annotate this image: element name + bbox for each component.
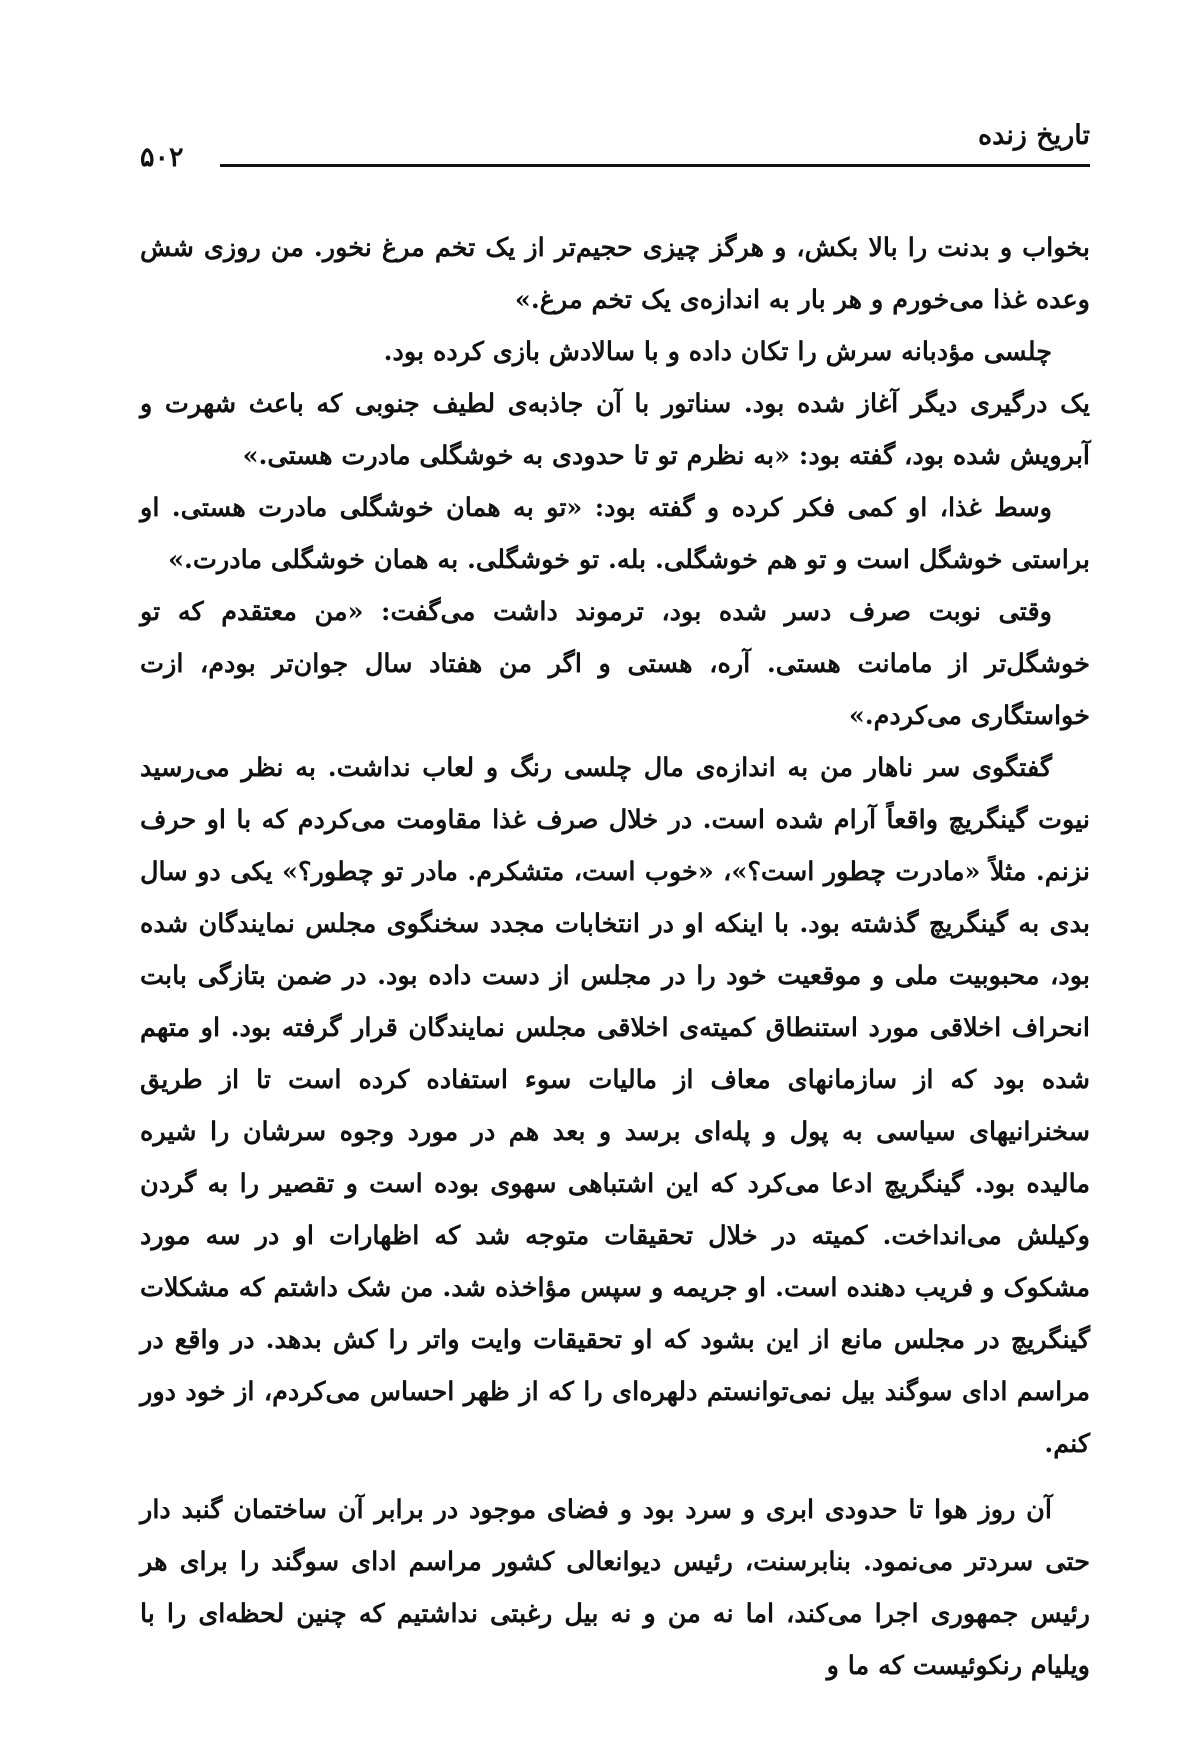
paragraph-3: یک درگیری دیگر آغاز شده بود. سناتور با آن جاذبه‌ی لطیف جنوبی که باعث شهرت و آبرویش شده بود، گفته بود: «به نظرم تو تا حدودی به خوشگلی مادرت هستی.» (140, 389, 1090, 471)
header-rule (220, 164, 1090, 167)
paragraph-1: بخواب و بدنت را بالا بکش، و هرگز چیزی حجیم‌تر از یک تخم مرغ نخور. من روزی شش وعده غذا می‌خورم و هر بار به اندازه‌ی یک تخم مرغ.» (140, 233, 1090, 315)
paragraph-2: چلسی مؤدبانه سرش را تکان داده و با سالادش بازی کرده بود. (383, 337, 1052, 367)
paragraph-5: وقتی نوبت صرف دسر شده بود، ترموند داشت می‌گفت: «من معتقدم که تو خوشگل‌تر از مامانت هستی. آره، هستی و اگر من هفتاد سال جوان‌تر بودم، ازت خواستگاری می‌کردم.» (140, 597, 1090, 731)
page-header (140, 112, 1090, 182)
page-body (140, 222, 1090, 1692)
paragraph-4: وسط غذا، او کمی فکر کرده و گفته بود: «تو به همان خوشگلی مادرت هستی. او براستی خوشگل است و تو هم خوشگلی. بله. تو خوشگلی. به همان خوشگلی مادرت.» (140, 493, 1090, 575)
running-title: تاریخ زنده (978, 120, 1090, 151)
page-number: ۵۰۲ (140, 142, 184, 173)
paragraph-6: گفتگوی سر ناهار من به اندازه‌ی مال چلسی رنگ و لعاب نداشت. به نظر می‌رسید نیوت گینگریچ واقعاً آرام شده است. در خلال صرف غذا مقاومت می‌کردم که با او حرف نزنم. مثلاً «مادرت چطور است؟»، «خوب است، متشکرم. مادر تو چطور؟» یکی دو سال بدی به گینگریچ گذشته بود. با اینکه او در انتخابات مجدد سخنگوی مجلس نمایندگان شده بود، محبوبیت ملی و موقعیت خود را در مجلس از دست داده بود. در ضمن بتازگی بابت انحراف اخلاقی مورد استنطاق کمیته‌ی اخلاقی مجلس نمایندگان قرار گرفته بود. او متهم شده بود که از سازمانهای معاف از مالیات سوء استفاده کرده است تا از طریق سخنرانیهای سیاسی به پول و پله‌ای برسد و بعد هم در مورد وجوه سرشان را شیره مالیده بود. گینگریچ ادعا می‌کرد که این اشتباهی سهوی بوده است و تقصیر را به گردن وکیلش می‌انداخت. کمیته در خلال تحقیقات متوجه شد که اظهارات او در سه مورد مشکوک و فریب دهنده است. او جریمه و سپس مؤاخذه شد. من شک داشتم که مشکلات گینگریچ در مجلس مانع از این بشود که او تحقیقات وایت واتر را کش بدهد. در واقع در مراسم ادای سوگند بیل نمی‌توانستم دلهره‌ای را که از ظهر احساس می‌کردم، از خود دور کنم. (140, 753, 1090, 1459)
paragraph-7: آن روز هوا تا حدودی ابری و سرد بود و فضای موجود در برابر آن ساختمان گنبد دار حتی سردتر می‌نمود. بنابرسنت، رئیس دیوانعالی کشور مراسم ادای سوگند را برای هر رئیس جمهوری اجرا می‌کند، اما نه من و نه بیل رغبتی نداشتیم که چنین لحظه‌ای را با ویلیام رنکوئیست که ما و (140, 1495, 1090, 1681)
